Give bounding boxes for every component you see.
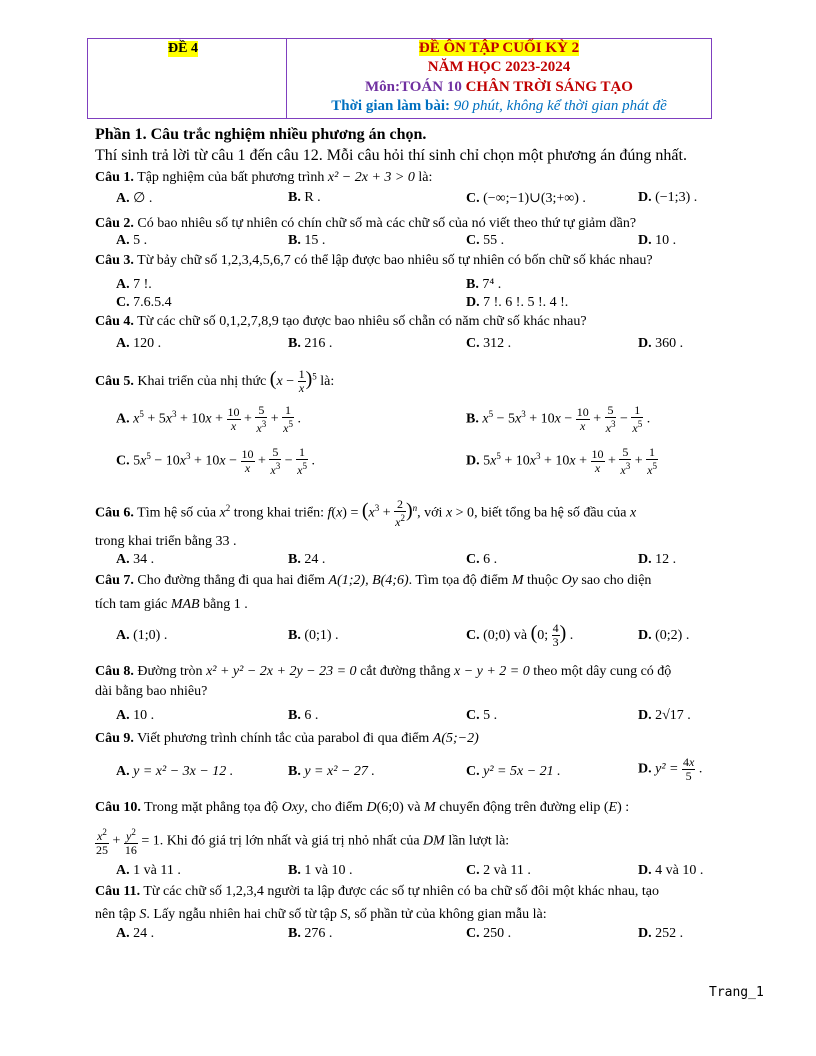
q4-option-c: C. 312 . — [466, 336, 512, 351]
q6-option-b: B. 24 . — [288, 552, 326, 567]
q7-option-a: A. (1;0) . — [116, 628, 168, 643]
q4-option-d: D. 360 . — [638, 336, 684, 351]
q5-option-b: B. $x^5 - 5x^3 + 10x$ − $\frac{10}{x}$ + $\frac{5}{x^3}$ − $\frac{1}{x^5}$ . — [466, 403, 651, 435]
q3-option-a: A. 7 !. — [116, 277, 152, 292]
question-1: Câu 1. Tập nghiệm của bất phương trình x² − 2x + 3 > 0 là: — [95, 170, 433, 185]
q6-continuation: trong khai triển bằng 33 . — [95, 534, 237, 549]
school-year: NĂM HỌC 2023-2024 — [427, 59, 571, 75]
question-8: Câu 8. Đường tròn x² + y² − 2x + 2y − 23 = 0 cắt đường thẳng x − y + 2 = 0 theo một dây cung có độ — [95, 664, 672, 679]
q2-option-b: B. 15 . — [288, 233, 326, 248]
q10-option-c: C. 2 và 11 . — [466, 863, 531, 878]
q10-option-d: D. 4 và 10 . — [638, 863, 704, 878]
time-value: 90 phút, không kể thời gian phát đề — [453, 98, 667, 114]
q4-option-a: A. 120 . — [116, 336, 162, 351]
q9-option-b: B. y = x² − 27 . — [288, 764, 375, 779]
q10-option-a: A. 1 và 11 . — [116, 863, 181, 878]
subject-label: Môn:TOÁN 10 — [365, 79, 466, 95]
part-title: Phần 1. Câu trắc nghiệm nhiều phương án chọn. — [95, 126, 427, 143]
exam-code: ĐỀ 4 — [168, 41, 198, 56]
question-10: Câu 10. Trong mặt phẳng tọa độ Oxy, cho điểm D(6;0) và M chuyển động trên đường elip (E) : — [95, 800, 630, 815]
q8-option-d: D. 2√17 . — [638, 708, 691, 723]
q6-option-c: C. 6 . — [466, 552, 498, 567]
q3-option-d: D. 7 !. 6 !. 5 !. 4 !. — [466, 295, 569, 310]
q1-option-d: D. (−1;3) . — [638, 190, 698, 205]
page-number: Trang_1 — [709, 985, 764, 1000]
q11-continuation: nên tập S. Lấy ngẫu nhiên hai chữ số từ tập S, số phần tử của không gian mẫu là: — [95, 907, 547, 922]
q6-option-d: D. 12 . — [638, 552, 677, 567]
q9-option-c: C. y² = 5x − 21 . — [466, 764, 561, 779]
q5-option-c: C. $5x^5 - 10x^3 + 10x$ − $\frac{10}{x}$ + $\frac{5}{x^3}$ − $\frac{1}{x^5}$ . — [116, 445, 315, 477]
subject-series: CHÂN TRỜI SÁNG TẠO — [465, 79, 633, 95]
question-5: Câu 5. Khai triển của nhị thức (x − $\frac{1}{x}$ )$^5$ là: — [95, 367, 335, 396]
q4-option-b: B. 216 . — [288, 336, 333, 351]
time-label: Thời gian làm bài: — [331, 98, 454, 114]
q2-option-c: C. 55 . — [466, 233, 505, 248]
q11-option-a: A. 24 . — [116, 926, 155, 941]
q5-option-a: A. $x^5 + 5x^3 + 10x$ + $\frac{10}{x}$ + $\frac{5}{x^3}$ + $\frac{1}{x^5}$ . — [116, 403, 301, 435]
q11-option-d: D. 252 . — [638, 926, 684, 941]
q1-option-b: B. R . — [288, 190, 321, 205]
q11-option-b: B. 276 . — [288, 926, 333, 941]
q5-option-d: D. $5x^5 + 10x^3 + 10x$ + $\frac{10}{x}$ + $\frac{5}{x^3}$ + $\frac{1}{x^5}$ — [466, 445, 657, 477]
question-11: Câu 11. Từ các chữ số 1,2,3,4 người ta lập được các số tự nhiên có ba chữ số đôi một khác nhau, tạo — [95, 884, 659, 899]
q3-option-b: B. 7⁴ . — [466, 277, 502, 292]
q10-option-b: B. 1 và 10 . — [288, 863, 353, 878]
question-2: Câu 2. Có bao nhiêu số tự nhiên có chín chữ số mà các chữ số của nó viết theo thứ tự giảm dần? — [95, 216, 637, 231]
question-7: Câu 7. Cho đường thẳng đi qua hai điểm A(1;2), B(4;6). Tìm tọa độ điểm M thuộc Oy sao cho diện — [95, 573, 652, 588]
q2-option-a: A. 5 . — [116, 233, 148, 248]
q9-option-d: D. y² = $\frac{4x}{5}$ . — [638, 755, 703, 783]
q7-option-c: C. (0;0) và (0; $\frac{4}{3}$ ) . — [466, 621, 574, 650]
q6-option-a: A. 34 . — [116, 552, 155, 567]
question-3: Câu 3. Từ bảy chữ số 1,2,3,4,5,6,7 có thể lập được bao nhiêu số tự nhiên có bốn chữ số khác nhau? — [95, 253, 653, 268]
q9-option-a: A. y = x² − 3x − 12 . — [116, 764, 234, 779]
header-titles — [287, 39, 711, 115]
q1-option-c: C. (−∞;−1)∪(3;+∞) . — [466, 191, 586, 206]
q3-option-c: C. 7.6.5.4 — [116, 295, 172, 310]
question-6: Câu 6. Tìm hệ số của $x^2$ trong khai triển: $f(x) = (x^3$ + $\frac{2}{x^2}$ )$^n$, với x > 0, biết tổng ba hệ số đầu của x — [95, 497, 637, 529]
part-intro: Thí sinh trả lời từ câu 1 đến câu 12. Mỗi câu hỏi thí sinh chỉ chọn một phương án đúng nhất. — [95, 147, 687, 164]
q1-option-a: A. ∅ . — [116, 191, 153, 206]
q7-option-d: D. (0;2) . — [638, 628, 690, 643]
q11-option-c: C. 250 . — [466, 926, 512, 941]
exam-header — [87, 38, 712, 119]
q7-continuation: tích tam giác MAB bằng 1 . — [95, 597, 248, 612]
q8-continuation: dài bằng bao nhiêu? — [95, 684, 208, 699]
q8-option-b: B. 6 . — [288, 708, 319, 723]
q7-option-b: B. (0;1) . — [288, 628, 339, 643]
q8-option-a: A. 10 . — [116, 708, 155, 723]
question-9: Câu 9. Viết phương trình chính tắc của parabol đi qua điểm A(5;−2) — [95, 731, 479, 746]
q8-option-c: C. 5 . — [466, 708, 498, 723]
question-4: Câu 4. Từ các chữ số 0,1,2,7,8,9 tạo được bao nhiêu số chẵn có năm chữ số khác nhau? — [95, 314, 587, 329]
q2-option-d: D. 10 . — [638, 233, 677, 248]
exam-title: ĐỀ ÔN TẬP CUỐI KỲ 2 — [418, 40, 580, 56]
q10-continuation: $\frac{x^2}{25}$ + $\frac{y^2}{16}$ = 1. Khi đó giá trị lớn nhất và giá trị nhỏ nhất của DM lần lượt là: — [96, 827, 510, 857]
